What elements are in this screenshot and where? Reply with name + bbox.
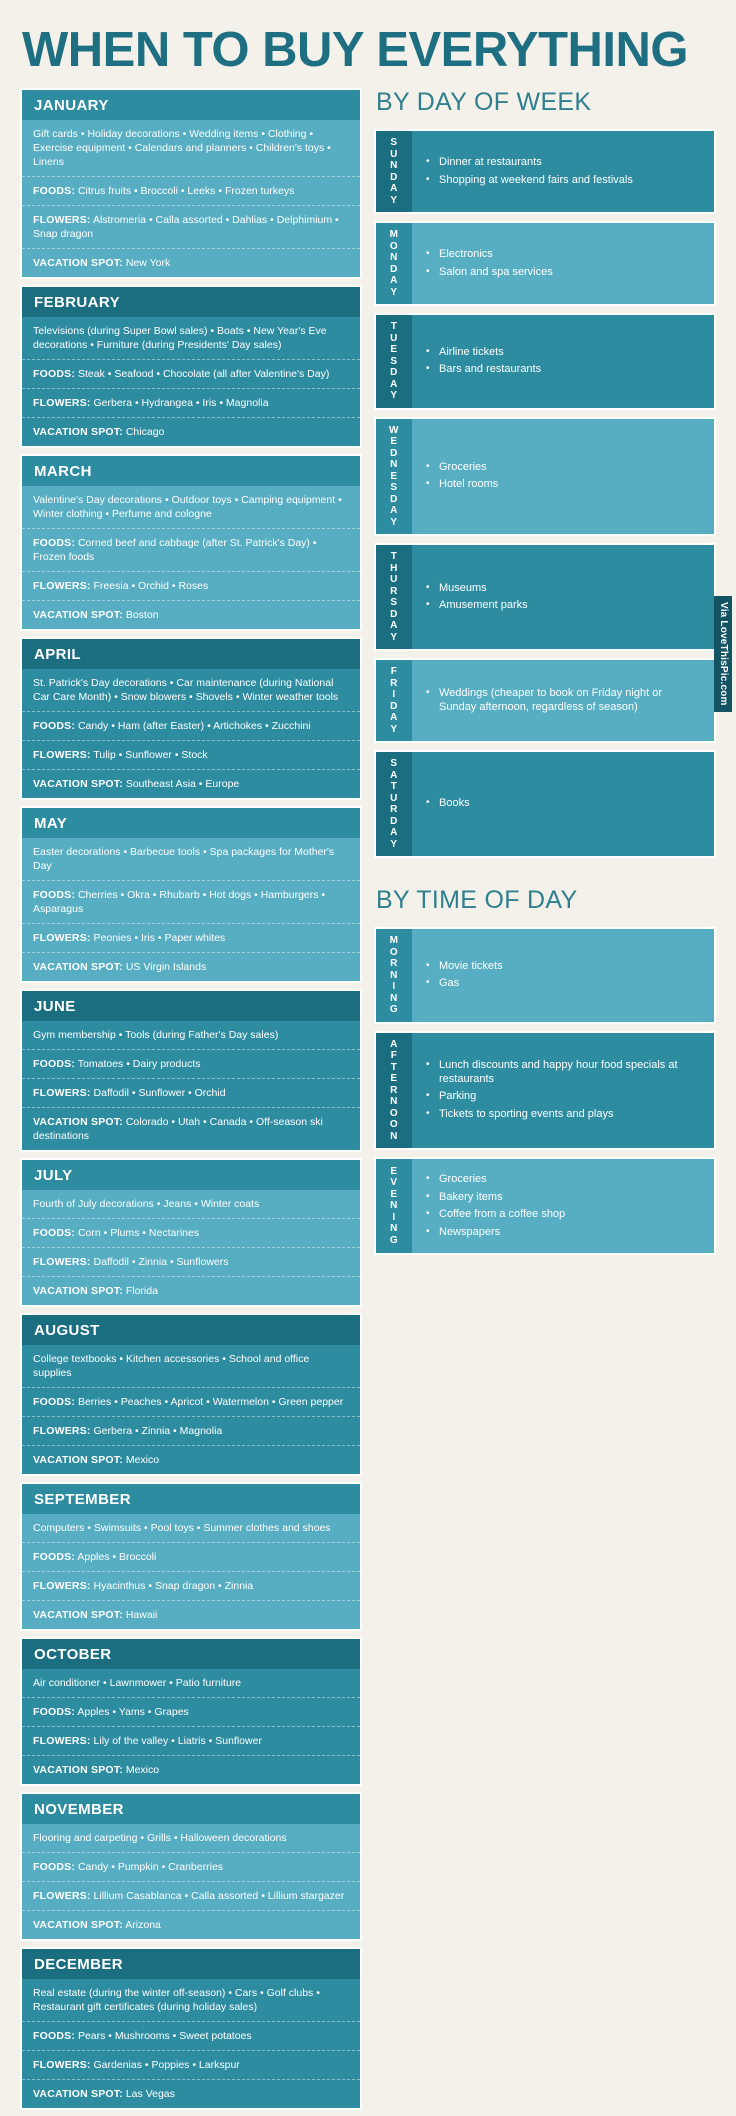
month-foods-value: Candy • Pumpkin • Cranberries: [77, 1861, 224, 1873]
watermark: Via LoveThisPic.com: [714, 596, 732, 712]
month-vacation-value: Chicago: [125, 426, 165, 438]
day-item: • Shopping at weekend fairs and festivals: [426, 174, 702, 188]
month-foods-row: [22, 1387, 360, 1416]
month-items-row: [22, 1514, 360, 1542]
day-item: • Weddings (cheaper to book on Friday night or Sunday afternoon, regardless of season): [426, 687, 702, 714]
day-card: [374, 658, 716, 743]
day-label-strip: [376, 660, 412, 741]
month-vacation-label: VACATION SPOT:: [33, 961, 123, 973]
day-body: [412, 660, 714, 741]
month-flowers-value: Tulip • Sunflower • Stock: [93, 749, 208, 761]
day-item-list: [426, 793, 702, 815]
month-name: JANUARY: [22, 90, 360, 120]
time-of-day-label-strip: [376, 1159, 412, 1253]
day-of-week-heading: BY DAY OF WEEK: [376, 88, 592, 116]
month-flowers-row: [22, 388, 360, 417]
month-name: APRIL: [22, 639, 360, 669]
month-foods-value: Cherries • Okra • Rhubarb • Hot dogs • Hamburgers • Asparagus: [33, 889, 326, 915]
month-foods-row: [22, 1049, 360, 1078]
month-items-value: Gym membership • Tools (during Father's Day sales): [33, 1029, 279, 1041]
month-flowers-label: FLOWERS:: [33, 397, 91, 409]
month-card: [20, 989, 362, 1152]
month-items-value: Valentine's Day decorations • Outdoor toys • Camping equipment • Winter clothing • Perfume and cologne: [33, 494, 342, 520]
month-vacation-row: [22, 769, 360, 798]
month-vacation-label: VACATION SPOT:: [33, 426, 123, 438]
month-foods-value: Citrus fruits • Broccoli • Leeks • Frozen turkeys: [77, 185, 295, 197]
month-vacation-row: [22, 1600, 360, 1629]
month-body: [22, 1979, 360, 2108]
month-foods-label: FOODS:: [33, 1058, 76, 1070]
day-of-week-list: [374, 129, 716, 858]
month-vacation-row: [22, 248, 360, 277]
month-body: [22, 1514, 360, 1629]
day-item-list: [426, 152, 702, 191]
month-body: [22, 317, 360, 446]
day-label-strip: [376, 131, 412, 212]
day-item-list: [426, 578, 702, 617]
month-items-value: St. Patrick's Day decorations • Car maintenance (during National Car Care Month) • Snow blowers • Shovels • Winter weather tools: [33, 677, 339, 703]
month-flowers-label: FLOWERS:: [33, 214, 91, 226]
month-flowers-row: [22, 1416, 360, 1445]
month-items-row: [22, 120, 360, 176]
month-body: [22, 1669, 360, 1784]
month-vacation-value: US Virgin Islands: [125, 961, 207, 973]
month-card: [20, 1792, 362, 1941]
day-body: [412, 752, 714, 856]
month-vacation-label: VACATION SPOT:: [33, 1285, 123, 1297]
month-items-row: [22, 486, 360, 528]
month-body: [22, 669, 360, 798]
day-body: [412, 315, 714, 408]
month-name: MARCH: [22, 456, 360, 486]
month-name: JULY: [22, 1160, 360, 1190]
month-flowers-row: [22, 1881, 360, 1910]
month-flowers-value: Daffodil • Sunflower • Orchid: [93, 1087, 226, 1099]
month-body: [22, 1021, 360, 1150]
month-flowers-label: FLOWERS:: [33, 2059, 91, 2071]
time-of-day-card: [374, 1031, 716, 1151]
month-flowers-value: Lillium Casablanca • Calla assorted • Lillium stargazer: [93, 1890, 345, 1902]
time-of-day-item-list: [426, 1169, 702, 1243]
month-items-row: [22, 838, 360, 880]
time-of-day-name: M O R N I N G: [389, 935, 399, 1015]
month-name: NOVEMBER: [22, 1794, 360, 1824]
month-foods-row: [22, 1542, 360, 1571]
month-items-value: Air conditioner • Lawnmower • Patio furniture: [33, 1677, 242, 1689]
time-of-day-item: • Movie tickets: [426, 960, 702, 974]
month-items-row: [22, 669, 360, 711]
month-vacation-row: [22, 1910, 360, 1939]
month-foods-label: FOODS:: [33, 537, 76, 549]
day-name: W E D N E S D A Y: [389, 424, 399, 528]
day-name: S A T U R D A Y: [390, 758, 398, 850]
day-body: [412, 131, 714, 212]
month-flowers-row: [22, 1571, 360, 1600]
month-card: [20, 285, 362, 448]
month-foods-row: [22, 1852, 360, 1881]
month-flowers-label: FLOWERS:: [33, 1256, 91, 1268]
month-items-value: Gift cards • Holiday decorations • Wedding items • Clothing • Exercise equipment • Calendars and planners • Children's toys • Linens: [33, 128, 331, 168]
month-flowers-row: [22, 740, 360, 769]
day-item: • Amusement parks: [426, 599, 702, 613]
time-of-day-item-list: [426, 1055, 702, 1125]
time-of-day-item: • Lunch discounts and happy hour food specials at restaurants: [426, 1059, 702, 1086]
month-name: FEBRUARY: [22, 287, 360, 317]
month-vacation-value: Mexico: [125, 1764, 160, 1776]
month-foods-label: FOODS:: [33, 368, 76, 380]
month-card: [20, 1482, 362, 1631]
day-item: • Books: [426, 797, 702, 811]
time-of-day-item: • Coffee from a coffee shop: [426, 1208, 702, 1222]
day-label-strip: [376, 223, 412, 304]
time-of-day-body: [412, 1159, 714, 1253]
month-card: [20, 1947, 362, 2110]
time-of-day-item-list: [426, 956, 702, 995]
month-vacation-label: VACATION SPOT:: [33, 1764, 123, 1776]
month-flowers-label: FLOWERS:: [33, 1735, 91, 1747]
month-body: [22, 120, 360, 277]
month-vacation-value: Hawaii: [125, 1609, 158, 1621]
month-flowers-label: FLOWERS:: [33, 1890, 91, 1902]
month-flowers-value: Lily of the valley • Liatris • Sunflower: [93, 1735, 262, 1747]
month-items-row: [22, 1345, 360, 1387]
month-body: [22, 1824, 360, 1939]
month-card: [20, 454, 362, 631]
month-flowers-row: [22, 1078, 360, 1107]
month-items-row: [22, 317, 360, 359]
day-label-strip: [376, 315, 412, 408]
day-item: • Airline tickets: [426, 346, 702, 360]
month-vacation-label: VACATION SPOT:: [33, 1454, 123, 1466]
day-item: • Museums: [426, 582, 702, 596]
month-flowers-row: [22, 205, 360, 248]
month-body: [22, 1345, 360, 1474]
time-of-day-item: • Parking: [426, 1090, 702, 1104]
day-body: [412, 545, 714, 649]
month-vacation-label: VACATION SPOT:: [33, 609, 123, 621]
time-of-day-label-strip: [376, 1033, 412, 1149]
month-card: [20, 1313, 362, 1476]
month-foods-row: [22, 359, 360, 388]
month-name: JUNE: [22, 991, 360, 1021]
month-foods-label: FOODS:: [33, 720, 76, 732]
day-item-list: [426, 342, 702, 381]
month-vacation-row: [22, 952, 360, 981]
day-name: S U N D A Y: [390, 137, 398, 206]
day-item-list: [426, 683, 702, 718]
month-foods-label: FOODS:: [33, 1861, 76, 1873]
day-item-list: [426, 244, 702, 283]
day-item: • Groceries: [426, 461, 702, 475]
month-items-row: [22, 1669, 360, 1697]
month-foods-label: FOODS:: [33, 1396, 76, 1408]
month-vacation-label: VACATION SPOT:: [33, 1919, 123, 1931]
month-vacation-label: VACATION SPOT:: [33, 257, 123, 269]
time-of-day-item: • Groceries: [426, 1173, 702, 1187]
month-flowers-value: Daffodil • Zinnia • Sunflowers: [93, 1256, 229, 1268]
month-flowers-label: FLOWERS:: [33, 1580, 91, 1592]
day-name: T U E S D A Y: [390, 321, 398, 401]
month-flowers-value: Gerbera • Zinnia • Magnolia: [93, 1425, 223, 1437]
month-items-row: [22, 1021, 360, 1049]
month-vacation-row: [22, 1755, 360, 1784]
schedules-column: [374, 88, 716, 1262]
day-name: M O N D A Y: [389, 229, 399, 298]
month-vacation-row: [22, 2079, 360, 2108]
month-flowers-value: Peonies • Iris • Paper whites: [93, 932, 226, 944]
time-of-day-list: [374, 927, 716, 1255]
month-items-row: [22, 1190, 360, 1218]
month-foods-row: [22, 176, 360, 205]
month-name: SEPTEMBER: [22, 1484, 360, 1514]
month-items-value: Easter decorations • Barbecue tools • Spa packages for Mother's Day: [33, 846, 335, 872]
month-vacation-row: [22, 1107, 360, 1150]
day-item-list: [426, 457, 702, 496]
month-vacation-value: Las Vegas: [125, 2088, 175, 2100]
time-of-day-body: [412, 929, 714, 1022]
day-card: [374, 129, 716, 214]
month-items-row: [22, 1979, 360, 2021]
months-column: [20, 88, 362, 2116]
day-item: • Electronics: [426, 248, 702, 262]
month-card: [20, 1158, 362, 1307]
time-of-day-card: [374, 1157, 716, 1255]
month-items-value: College textbooks • Kitchen accessories • School and office supplies: [33, 1353, 310, 1379]
month-items-row: [22, 1824, 360, 1852]
month-flowers-value: Gerbera • Hydrangea • Iris • Magnolia: [93, 397, 269, 409]
month-flowers-label: FLOWERS:: [33, 749, 91, 761]
month-foods-value: Candy • Ham (after Easter) • Artichokes • Zucchini: [77, 720, 311, 732]
month-foods-row: [22, 1697, 360, 1726]
month-foods-value: Pears • Mushrooms • Sweet potatoes: [77, 2030, 252, 2042]
month-foods-row: [22, 880, 360, 923]
month-foods-label: FOODS:: [33, 889, 76, 901]
month-name: AUGUST: [22, 1315, 360, 1345]
month-foods-row: [22, 711, 360, 740]
month-vacation-row: [22, 1276, 360, 1305]
month-flowers-row: [22, 923, 360, 952]
month-body: [22, 1190, 360, 1305]
month-flowers-label: FLOWERS:: [33, 932, 91, 944]
month-foods-value: Tomatoes • Dairy products: [77, 1058, 201, 1070]
time-of-day-item: • Tickets to sporting events and plays: [426, 1108, 702, 1122]
month-flowers-row: [22, 571, 360, 600]
month-flowers-label: FLOWERS:: [33, 580, 91, 592]
day-item: • Dinner at restaurants: [426, 156, 702, 170]
month-vacation-row: [22, 1445, 360, 1474]
day-card: [374, 221, 716, 306]
month-foods-label: FOODS:: [33, 1706, 76, 1718]
time-of-day-item: • Bakery items: [426, 1191, 702, 1205]
day-body: [412, 223, 714, 304]
month-foods-value: Berries • Peaches • Apricot • Watermelon • Green pepper: [77, 1396, 344, 1408]
month-flowers-value: Freesia • Orchid • Roses: [93, 580, 209, 592]
month-flowers-row: [22, 1726, 360, 1755]
page-title: WHEN TO BUY EVERYTHING: [22, 23, 689, 77]
month-vacation-value: Boston: [125, 609, 159, 621]
day-card: [374, 543, 716, 651]
month-body: [22, 486, 360, 629]
month-name: DECEMBER: [22, 1949, 360, 1979]
time-of-day-card: [374, 927, 716, 1024]
month-foods-row: [22, 528, 360, 571]
month-card: [20, 1637, 362, 1786]
month-vacation-value: New York: [125, 257, 171, 269]
day-name: F R I D A Y: [390, 666, 398, 735]
time-of-day-item: • Gas: [426, 977, 702, 991]
month-card: [20, 88, 362, 279]
month-flowers-row: [22, 1247, 360, 1276]
day-card: [374, 313, 716, 410]
month-foods-label: FOODS:: [33, 1551, 76, 1563]
month-flowers-value: Hyacinthus • Snap dragon • Zinnia: [93, 1580, 254, 1592]
day-item: • Hotel rooms: [426, 478, 702, 492]
month-foods-value: Apples • Yams • Grapes: [77, 1706, 189, 1718]
time-of-day-item: • Newspapers: [426, 1226, 702, 1240]
month-items-value: Real estate (during the winter off-season) • Cars • Golf clubs • Restaurant gift certificates (during holiday sales): [33, 1987, 320, 2013]
day-name: T H U R S D A Y: [390, 551, 398, 643]
day-card: [374, 417, 716, 537]
month-foods-value: Apples • Broccoli: [77, 1551, 157, 1563]
time-of-day-heading: BY TIME OF DAY: [376, 886, 578, 914]
day-card: [374, 750, 716, 858]
month-vacation-label: VACATION SPOT:: [33, 1609, 123, 1621]
month-foods-value: Steak • Seafood • Chocolate (all after Valentine's Day): [77, 368, 330, 380]
month-vacation-value: Mexico: [125, 1454, 160, 1466]
month-vacation-value: Arizona: [125, 1919, 161, 1931]
day-item: • Bars and restaurants: [426, 363, 702, 377]
day-label-strip: [376, 419, 412, 535]
month-flowers-row: [22, 2050, 360, 2079]
time-of-day-name: A F T E R N O O N: [389, 1038, 399, 1142]
month-vacation-value: Florida: [125, 1285, 158, 1297]
month-foods-row: [22, 1218, 360, 1247]
month-vacation-label: VACATION SPOT:: [33, 1116, 123, 1128]
month-vacation-label: VACATION SPOT:: [33, 2088, 123, 2100]
month-foods-label: FOODS:: [33, 185, 76, 197]
month-flowers-label: FLOWERS:: [33, 1425, 91, 1437]
day-body: [412, 419, 714, 535]
month-flowers-value: Gardenias • Poppies • Larkspur: [93, 2059, 240, 2071]
month-items-value: Fourth of July decorations • Jeans • Winter coats: [33, 1198, 260, 1210]
month-vacation-row: [22, 417, 360, 446]
month-vacation-value: Colorado • Utah • Canada • Off-season ski destinations: [33, 1116, 323, 1142]
time-of-day-name: E V E N I N G: [389, 1165, 399, 1246]
month-flowers-label: FLOWERS:: [33, 1087, 91, 1099]
time-of-day-label-strip: [376, 929, 412, 1022]
month-card: [20, 806, 362, 983]
day-item: • Salon and spa services: [426, 266, 702, 280]
day-label-strip: [376, 545, 412, 649]
month-name: OCTOBER: [22, 1639, 360, 1669]
month-body: [22, 838, 360, 981]
month-foods-value: Corned beef and cabbage (after St. Patrick's Day) • Frozen foods: [33, 537, 317, 563]
month-items-value: Computers • Swimsuits • Pool toys • Summer clothes and shoes: [33, 1522, 331, 1534]
month-foods-label: FOODS:: [33, 2030, 76, 2042]
month-card: [20, 637, 362, 800]
month-vacation-label: VACATION SPOT:: [33, 778, 123, 790]
month-foods-row: [22, 2021, 360, 2050]
time-of-day-body: [412, 1033, 714, 1149]
month-foods-value: Corn • Plums • Nectarines: [77, 1227, 200, 1239]
month-foods-label: FOODS:: [33, 1227, 76, 1239]
month-vacation-value: Southeast Asia • Europe: [125, 778, 240, 790]
month-items-value: Flooring and carpeting • Grills • Halloween decorations: [33, 1832, 287, 1844]
month-flowers-value: Alstromeria • Calla assorted • Dahlias • Delphimium • Snap dragon: [33, 214, 339, 240]
month-items-value: Televisions (during Super Bowl sales) • Boats • New Year's Eve decorations • Furniture (during Presidents' Day sales): [33, 325, 327, 351]
month-name: MAY: [22, 808, 360, 838]
day-label-strip: [376, 752, 412, 856]
month-vacation-row: [22, 600, 360, 629]
